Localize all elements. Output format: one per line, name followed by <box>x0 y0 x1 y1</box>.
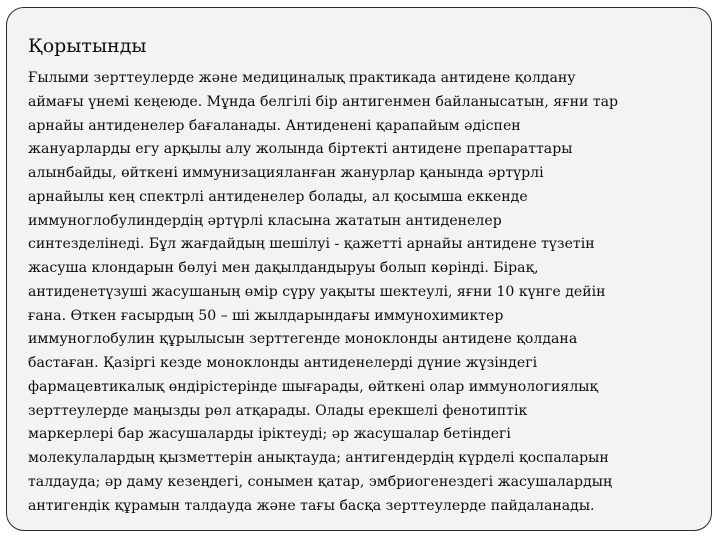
text-line: жануарларды егу арқылы алу жолында біртекті антидене препараттары <box>28 141 573 158</box>
text-line: иммуноглобулиндердің әртүрлі класына жататын антиденелер <box>28 212 502 229</box>
text-line: бастаған. Қазіргі кезде моноклонды антиденелерді дүние жүзіндегі <box>28 355 538 371</box>
text-line: жасуша клондарын бөлуі мен дақылдандыруы болып көрінді. Бірақ, <box>28 260 539 276</box>
text-line: маркерлері бар жасушаларды іріктеуді; әр жасушалар бетіндегі <box>28 426 511 443</box>
text-line: алынбайды, өйткені иммунизацияланған жанурлар қанында әртүрлі <box>28 165 544 181</box>
text-line: антигендік құрамын талдауда және тағы басқа зерттеулерде пайдаланады. <box>28 497 595 514</box>
text-line: арнайы антиденелер бағаланады. Антиденені қарапайым әдіспен <box>28 117 521 134</box>
text-line: иммуноглобулин құрылысын зерттегенде моноклонды антидене қолдана <box>28 331 578 348</box>
slide-title: Қорытынды <box>28 35 147 57</box>
text-line: молекулалардың қызметтерін анықтауда; антигендердің күрделі қоспаларын <box>28 450 609 466</box>
text-line: фармацевтикалық өндірістерінде шығарады, өйткені олар иммунологиялық <box>28 378 599 395</box>
text-line: зерттеулерде маңызды рөл атқарады. Олады ерекшелі фенотиптік <box>28 402 528 419</box>
slide <box>6 7 712 531</box>
text-line: ғана. Өткен ғасырдың 50 – ші жылдарындағы иммунохимиктер <box>28 307 504 324</box>
text-line: арнайылы кең спектрлі антиденелер болады, ал қосымша еккенде <box>28 188 528 205</box>
text-line: синтезделінеді. Бұл жағдайдың шешілуі - қажетті арнайы антидене түзетін <box>28 236 595 253</box>
text-line: аймағы үнемі кеңеюде. Мұнда белгілі бір антигенмен байланысатын, яғни тар <box>28 93 619 110</box>
text-line: Ғылыми зерттеулерде және медициналық практикада антидене қолдану <box>28 70 576 86</box>
body-paragraph <box>28 67 708 518</box>
text-line: талдауда; әр даму кезеңдегі, сонымен қатар, эмбриогенездегі жасушалардың <box>28 473 613 490</box>
text-line: антиденетүзуші жасушаның өмір сүру уақыты шектеулі, яғни 10 күнге дейін <box>28 283 606 300</box>
